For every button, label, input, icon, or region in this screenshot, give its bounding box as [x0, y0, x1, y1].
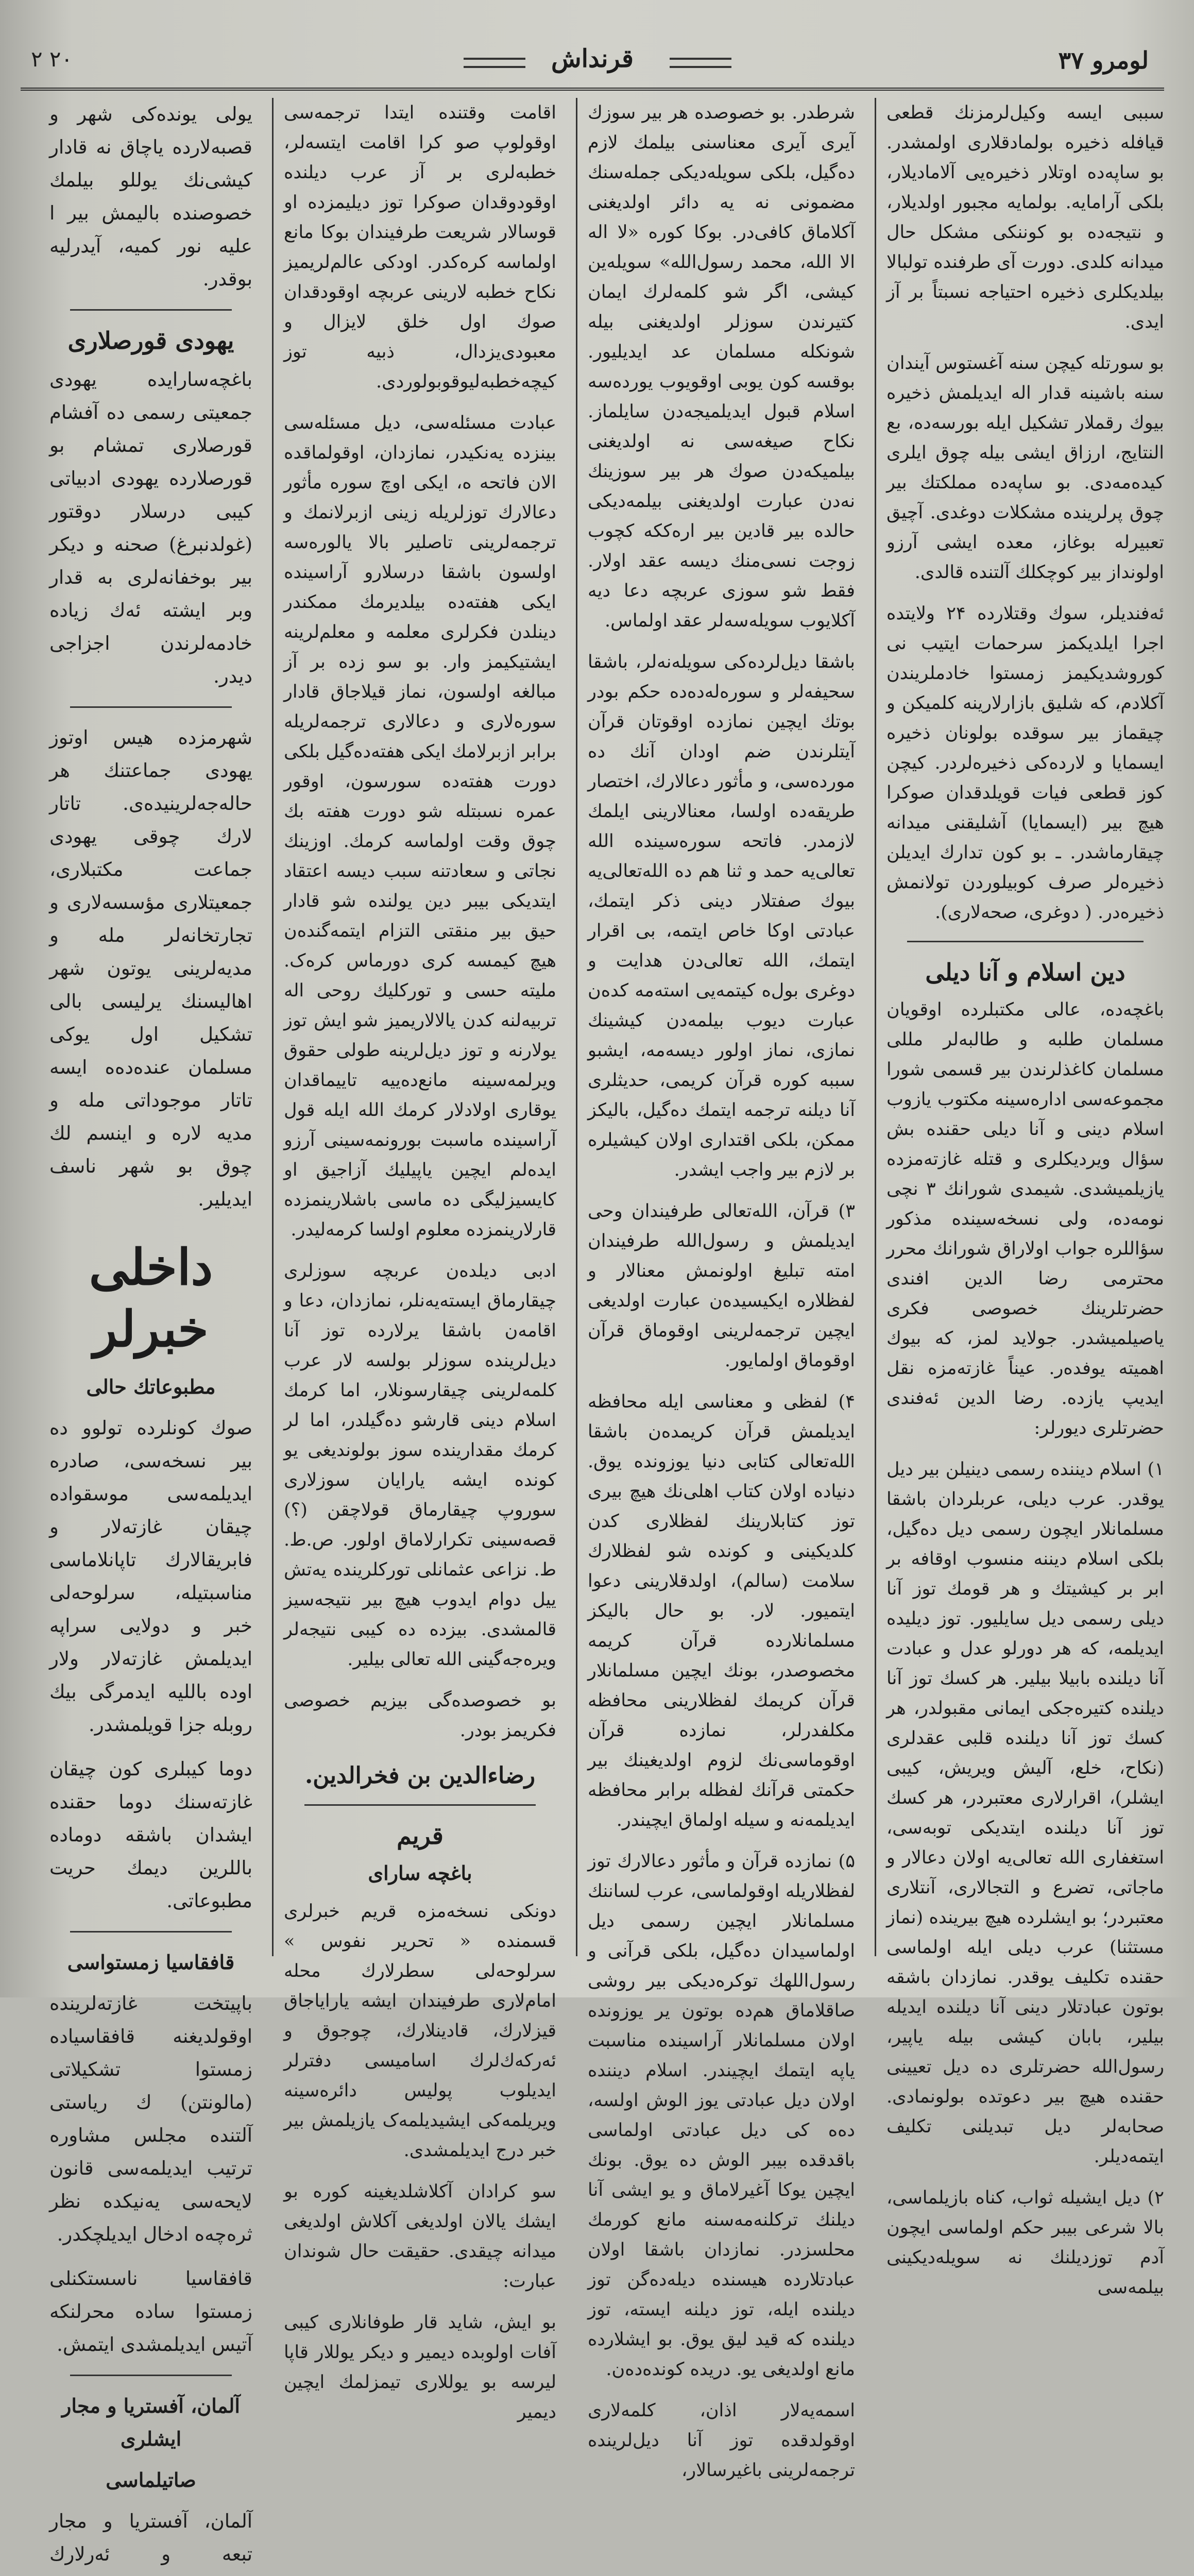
article-paragraph: باغچه‌ده، عالی مکتبلرده اوقویان مسلمان طلبه و طالبه‌لر مللی مسلمان كاغذلرندن بیر قسمی شورا مجموعه‌سی اداره‌سینه مکتوب یازوب اسلام دینی و آنا دیلی حقنده بش سؤال ویردیکلری و قتله غازته‌مزده یازیلمیشدی. شیمدی شورانك ۳ نچی نومه‌ده، ولی نسخه‌سینده مذکور سؤاللره جواب اولاراق شورانك محرر محترمی رضا الدین افندی حضرتلرینك خصوصی فکری یاصیلمیشدر. جولاید لمز، که بیوك اهمیته یوفده‌ر. عیناً غازته‌مزه نقل ایدیپ یازده. رضا الدین ئه‌فندی حضرتلری دیورلر:: [886, 999, 1164, 1438]
ornament-right-icon: [670, 58, 731, 68]
column-rule: [576, 98, 577, 1956]
article-paragraph: صوك کونلرده تولوو ده بیر نسخه‌سی، صادره ایدیلمه‌سی موسقواده چیقان غازته‌لار و فابریقالارك تاپانلاماسی مناسبتیله، سرلوحه‌لی خبر و دولایی سراپه ایدیلمش غازته‌لار ولار اوده باللیه ایدمرگی بیك روبله جزا قویلمشدر.: [49, 1417, 252, 1736]
article-paragraph: باپیتخت غازته‌لرینده اوقولدیغنه قافقاسیاده زمستوا تشکیلاتی (مالونتن) ك ریاستی آلتنده مجلس مشاوره ترتیب ایدیلمه‌سی قانون لایحه‌سی یه‌نیكده نظر ثره‌چه‌ه ادخال ایدیلچکدر.: [49, 1992, 252, 2245]
column-rule: [875, 98, 876, 1956]
article-heading: یهودی قورصلاری: [67, 327, 234, 354]
article-paragraph: باغچه‌سارایده یهودی جمعیتی رسمی ده آفشام قورصلاری تمشام بو قورصلارده یهودی ادبیاتی کیبی درسلار دوقتور (غولدنبرغ) صحنه و دیکر بیر بوخفانه‌لری به قدار وبر ایشته ئه‌ك زیاده خادمه‌لرندن اجزاجی دیدر.: [49, 368, 252, 687]
article-paragraph: شهرمزده هیس اوتوز یهودی جماعتنك هر حاله‌جه‌لرینیده‌ی. تاتار لارك چوقی یهودی جماعت مکتبلاری، جمعیتلاری مؤسسه‌لاری و تجارتخانه‌لر مله و مدیه‌لرینی یوتون شهر اهالیسنك یرلیسی بالی تشکیل اول یوکی مسلمان عنده‌ده‌ه ایسه تاتار موجوداتی مله و مدیه‌ لاره و اینسم لك چوق بو شهر ناسف ایدیلیر.: [49, 726, 252, 1210]
article-heading: مطبوعاتك حالی: [86, 1375, 216, 1398]
article-paragraph: دونکی نسخه‌مزه قریم خبرلری قسمنده « تحریر نفوس » سرلوحه‌لی سطرلارك محله امام‌لاری طرفیندان ایشه یارایاجاق قیزلارك، قادینلارك، چوجوق و ئه‌رکه‌ك‌لرك اسامیسی دفترلر ایدیلوب پولیس دائره‌سینه ویریلمه‌کی ایشیدیلمه‌ک یازیلمش بیر خبر درج ایدیلمشدی.: [284, 1901, 556, 2161]
article-paragraph: اقامت وقتنده ایتدا ترجمه‌سی اوقولوپ صو کرا اقامت ایتسه‌لر، خطبه‌لری بر آز عرب دیلنده اوقودوقدان صوکرا توز دیلیمزده او قوسالار شریعت طرفیندان بوکا مانع اولماسه کره‌کدر. اودکی عالم‌لریمیز نکاح خطبه لارینی عربچه اوقودقدان صوك اول خلق لایزال و معبودی‌یزدال، ذبیه توز کیچه‌خطبه‌لیوقوبولوردی.: [284, 103, 556, 392]
divider: [70, 1931, 232, 1933]
article-paragraph: بو سورتله کیچن سنه آغستوس آیندان سنه باشینه قدار اله ایدیلمش ذخیره بیوك رقملار تشکیل ایله بورسه‌ده، بع النتایج، ارزاق ایشی بیله چوق ایلری کیده‌مه‌دی. بو ساپه‌ده مملکتك بیر چوق پرلرینده مشکلات دوغدی. آچیق تعبیرله بوغاز، معده ایشی آرزو اولونداز بیر کوچکلك آلتنده قالدی.: [886, 353, 1164, 583]
page-number: ۲ ۲۰: [31, 46, 73, 72]
issue-number: لومرو ۳۷: [1058, 46, 1149, 74]
divider: [70, 706, 232, 708]
article-paragraph: ۱) اسلام دیننده رسمی دینیلن بیر دیل یوقدر. عرب دیلی، عربلردان باشقا مسلمانلار ایچون رسمی دیل ده‌گیل، بلکی اسلام دیننه منسوب اوقافه بر ابر بر کیشیتك و هر قومك توز آنا دیلی رسمی دیل سایلیور. توز دیلیده ایدیلمه، که هر دورلو عدل و عبادت آنا دیلنده بابیلا بیلیر. هر کسك توز آنا دیلنده کتیره‌جکی ایمانی مقبولدر، هر کسك توز آنا دیلنده قلبی عقدلری (نکاح، خلع، آلیش ویریش، کیبی ایشلر)، اقرارلاری معتبردر، هر کسك توز آنا دیلنده ایتدیکی توبه‌سی، استغفاری الله تعالی‌یه اولان دعالار و ماجاتی، تضرع و التجالاری، آنتلاری معتبردر؛ بو ایشلرده هیچ بیرینده (نماز مستثنا) عرب دیلی ایله اولماسی حقنده تکلیف یوقدر. نمازدان باشقه بوتون عبادتلار دینی آنا دیلنده ایدیله بیلیر، بابان کیشی بیله یاپیر، رسول‌الله حضرتلری ده دیل تعیینی حقنده هیچ بیر دعوتده بولونمادی. صحابه‌لر دیل تبدیلنی تکلیف ایتمه‌دیلر.: [886, 1459, 1164, 2167]
article-paragraph: عبادت مسئله‌سی، دیل مسئله‌سی بینزده یه‌نکیدر، نمازدان، اوقولماقده الان فاتحه ه، ایکی اوچ سوره مأثور دعالارك توزلریله زینی ازبرلانمك و ترجمه‌لرینی تاصلیر بالا یالوره‌سه اولسون باشقا درسلارو آراسینده ایکی هفته‌ده بیلدیرمك ممکندر دینلدن فکرلری معلمه و معلم‌لرینه ایشتیکیمز وار. بو سو زده بر آز مبالغه اولسون، نماز قیلاجاق قادار سوره‌لاری و دعالاری ترجمه‌لریله برابر ازبرلامك ایکی هفته‌ده‌گیل بلکی دورت هفته‌ده سورسون، اوقور عمره نسبتله شو دورت هفته بك چوق وقت اولماسه کرمك. اوزینك نجاتی و سعادتنه سبب دیسه اعتقاد ایتدیکی بیبر دین یولنده شو قادار حیق بیر منقتی التزام ایتمه‌گنده‌ن هیچ کیمسه کری دورماس کره‌ک. ملیته حسی و تورکلیك روحی اله تربیه‌لنه کدن یالالاریمیز شو ایش توز یولارنه و توز دیل‌لرینه طولی حقوق ویرلمه‌سینه مانع‌ده‌ییه تاییماقدان یوقاری اولادلار کرمك الله ایله قول آراسینده ماسبت بورونمه‌سینی آرزو ایده‌لم ایچین یاپیلیك آزاجیق ‌او کایسیزلیگی ده ماسی باشلارینمزده قارلارینمزده معلوم اولسا کرمه‌لیدر.: [284, 413, 556, 1240]
column-4: [40, 98, 262, 2565]
column-3: [275, 98, 566, 2422]
section-banner: داخلی خبرلر: [89, 1238, 213, 1358]
divider: [70, 2375, 232, 2376]
article-heading: قافقاسیا زمستواسی: [67, 1951, 235, 1974]
column-2: [578, 98, 864, 2481]
masthead: قرنداش: [551, 44, 634, 73]
article-paragraph: یولی یونده‌کی شهر و قصبه‌لارده یاچاق نه قادار کیشی‌نك یوللو بیلمك خصوصنده بالیمش بیر ا علیه نور کمیه، آیدرلیه بوقدر.: [49, 103, 252, 290]
ornament-left-icon: [464, 58, 525, 68]
section-title: قریم: [397, 1822, 444, 1850]
divider: [907, 941, 1144, 942]
article-paragraph: ۳) قرآن، الله‌تعالی طرفیندان وحی ایدیلمش و رسول‌الله طرفیندان امته تبلیغ اولونمش معنالار و لفظلاره ایکیسیده‌ن عبارت اولدیغی ایچین ترجمه‌لرینی اوقوماق قرآن اوقوماق اولمایور.: [588, 1201, 855, 1371]
column-rule: [272, 98, 274, 1956]
article-paragraph: ۵) نمازده قرآن و مأثور دعالارك توز لفظلاریله اوقولماسی، عرب لساننك مسلمانلار ایچین رسمی دیل اولماسیدان ده‌گیل، بلکی قرآنی و رسول‌اللهك توکره‌دیکی بیر روشی صاقلاماق هم‌ده بوتون یر یوزونده اولان مسلمانلار آراسینده مناسبت یاپه ایتمك ایچیندر. اسلام دیننده اولان دیل عبادتی یوز الوش اولسه، ده‌ه کی دیل عبادتی اولماسی باقدقده بیبر الوش ده یوق. بونك ایچین یوکا آغیرلاماق و یو ایشی آنا دیلنك ترکلنه‌مه‌سنه مانع کورمك محلسزدر. نمازدان باشقا اولان عبادتلارده هیسنده دیله‌ده‌گن توز دیلنده ایله، توز دیلنه ایسته، توز دیلنده که قید لیق یوق. بو ایشلارده مانع اولدیغی یو. دریده کونده‌ده‌ن.: [588, 1851, 855, 2380]
article-paragraph: اسمه‌یه‌لار اذان، کلمه‌لاری اوقولدقده توز آنا دیل‌لرینده ترجمه‌لرینی باغیرسالار،: [588, 2400, 855, 2481]
article-paragraph: شرطدر. بو خصوصده هر بیر سوزك آیری آیری معناسنی بیلمك لازم ده‌گیل، بلکی سویله‌دیکی جمله‌سنك مضمونی نه یه دائر اولدیغنی آکلاماق کافی‌در. بوکا کوره «لا اله الا الله، محمد رسول‌الله» سویله‌ین کیشی، اگر شو کلمه‌لرك ایمان کتیرندن سوزلر اولدیغنی بیله شونکله مسلمان عد ایدیلیور. بوقسه کون یوبی اوقویوب یورده‌سه اسلام قبول ایدیلمیجه‌دن سایلماز. نکاح صیغه‌سی نه اولدیغنی بیلمیکه‌دن صوك هر بیر سوزینك نه‌دن عبارت اولدیغنی بیلمه‌دیکی حالده بیر قادین بیر اره‌ککه کچوب زوجت نسی‌منك دیسه عقد اولار. فقط شو سوزی عربچه دعا دیه آکلایوب سویله‌سه‌لر عقد اولماس.: [588, 103, 855, 631]
author-signature: رضاءالدین بن فخرالدین.: [304, 1762, 536, 1789]
article-subheading: صاتیلماسی: [106, 2468, 196, 2492]
article-paragraph: سو کرادان آکلاشلدیغینه کوره بو ایشك یالان اولدیغی آکلاش اولدیغی میدانه چیقدی. حقیقت حال شوندان عبارت:: [284, 2181, 556, 2292]
article-heading: دین اسلام و آنا دیلی: [925, 958, 1125, 986]
divider: [304, 1804, 536, 1806]
article-paragraph: آلمان، آفستریا و مجار تبعه و ئه‌رلارك: [49, 2510, 252, 2565]
article-paragraph: قافقاسیا ناسستکنلی زمستوا ساده محرلنکه آتیس ایدیلمشدی ایتمش.: [49, 2267, 252, 2355]
article-paragraph: دوما کیبلری کون چیقان غازته‌سنك دوما حقنده ایشدان باشقه دوماده باللرین دیمك حریت مطبوعاتی.: [49, 1758, 252, 1912]
section-subtitle: باغچه سارای: [368, 1861, 472, 1885]
article-paragraph: ۲) دیل ایشیله ثواب، کناه بازیلماسی، بالا شرعی بیبر حکم اولماسی ایچون آدم توزدیلنك نه سویله‌دیکینی بیلمه‌سی: [886, 2188, 1164, 2298]
article-paragraph: باشقا دیل‌لرده‌کی سویله‌نه‌لر، باشقا سحیفه‌لر و سوره‌له‌ده‌ده حکم بودر بوتك ایچین نمازده اوقوتان قرآن آیتلرندن ضم اودان آنك ده مورده‌سی، و مأثور دعالارك، اختصار طریقه‌ده اولسا، معنالارینی ایلمك لازمدر. فاتحه سوره‌سینده الله تعالی‌یه حمد و ثنا هم ده الله‌تعالی‌یه بیوك صفتلار دینی ذکر ایتمك، عبادتی اوکا خاص ایتمه، بی اقرار ایتمك، الله تعالی‌دن هدایت و دوغری بول‌ه کیتمه‌یی استه‌مه کده‌ن عبارت دیوب بیلمه‌دن کیشینك نمازی، نماز اولور دیسه‌مه، ایشبو سببه کوره قرآن کریمی، حدیثلری آنا دیلنه ترجمه ایتمك ده‌گیل، بالیکز ممکن، بلکی اقتداری اولان کیشیلره بر لازم بیر واجب ایشدر.: [588, 652, 855, 1180]
divider: [70, 309, 232, 311]
article-paragraph: سببی ایسه وكیل‌لرمزنك قطعی قیافله ذخیره بولمادقلاری اولمشدر. بو ساپه‌ده اوتلار ذخیره‌یی آلامادیلار، بلکی آرامایه. بولمایه مجبور اولدیلار، و نتیجه‌ده بو کوننکی مشکل حال میدانه کلدی. دورت آی طرفنده تولبالا بیلدیکلری ذخیره احتیاجه نسبتاً بر آز ایدی.: [886, 103, 1164, 332]
article-paragraph: ئه‌فنديلر، سوك وقتلارده ۲۴ ولایتده اجرا ایلدیکمز سرحمات ایتیب نی کوروشدیکیمز زمستوا خادملریندن آکلادم، که شلیق بازارلارینه کلمیکن و چیقماز بیر سوقده بولونان ذخیره ایسمایا و لارده‌کی ذخیره‌لردر. کیچن کوز قطعی فیات قویلدقدان صوکرا هیچ بیر (ایسمایا) آشلیقنی میدانه چیقارماشدر. ـ بو کون تدارك ایدیلن ذخیره‌لر صرف کوبیلوردن تولانمش ذخیره‌در. ( دوغری، صحه‌لاری).: [886, 603, 1164, 923]
page-header: [21, 31, 1164, 91]
article-paragraph: ۴) لفظی و معناسی ایله محافظه ایدیلمش قرآن کریمده‌ن باشقا الله‌تعالی کتابی دنیا یوزونده یوق. دنیاده اولان کتاب اهلی‌نك هیچ بیری توز کتابلارینك لفظلاری کدن کلدیکینی و کونده شو لفظلارك سلامت (سالم)، اولدقلارینی دعوا ایتمیور. لار. بو حال بالیکز مسلمانلارده قرآن کریمه مخصوصدر، بونك ایچین مسلمانلار قرآن کریمك لفظلارینی محافظه مکلفدرلر، نمازده قرآن اوقوماسی‌نك لزوم اولدیغینك بیر حکمتی قرآنك لفظله برابر محافظه ایدیلمه‌نه و سیله اولماق ایچیندر.: [588, 1392, 855, 1831]
article-paragraph: بو ایش، شاید قار طوفانلاری کیبی آفات اولوبده دیمیر و دیکر یوللار قاپا لیرسه بو یوللاری تیمزلمك ایچین دیمیر: [284, 2312, 556, 2422]
column-1: [877, 98, 1173, 2298]
article-paragraph: ادبی دیلده‌ن عربچه سوزلری چیقارماق ایسته‌یه‌نلر، نمازدان، دعا و اقامه‌ن باشقا یرلارده توز آنا دیل‌لرینده سوزلر بولسه لار عرب کلمه‌لرینی چیقارسونلار، اما کرمك اسلام دینی قارشو ده‌گیلدر، اما لر کرمك مقدارینده سوز بولوندیغی یو کونده ایشه یارایان سوزلاری سوروپ چیقارماق قولاچقن (؟) قصه‌سینی تکرارلاماق اولور. ص.ط. ط. نزاعی عثمانلی تورکلرینده یه‌تش ییل دوام ایدوب هیچ بیر نتیجه‌سیز قالمشدی. بیزده ده کیبی نتیجه‌لر ویره‌جه‌گینی الله تعالی بیلیر.: [284, 1261, 556, 1670]
article-paragraph: بو خصوصده‌گی بیزیم خصوصی فکریمز بودر.: [284, 1690, 556, 1741]
article-heading: آلمان، آفستریا و مجار ایشلری: [62, 2394, 240, 2450]
